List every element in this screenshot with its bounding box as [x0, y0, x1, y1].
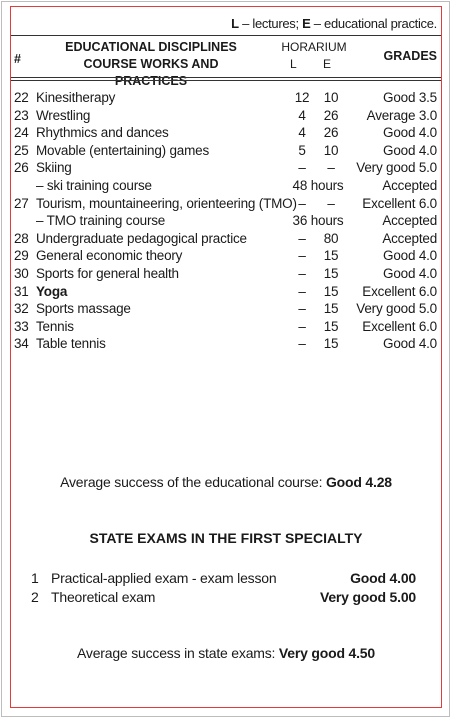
discipline-row: [14, 177, 437, 195]
state-exam-name: Practical-applied exam - exam lesson: [51, 570, 277, 586]
disciplines-list: [14, 89, 437, 353]
discipline-row: [14, 159, 437, 177]
discipline-name: Sports for general health: [36, 265, 179, 281]
row-grade: Excellent 6.0: [362, 283, 437, 299]
row-grade: Excellent 6.0: [362, 318, 437, 334]
legend-l-key: L: [231, 16, 239, 31]
discipline-row: [14, 265, 437, 283]
discipline-name: Movable (entertaining) games: [36, 142, 209, 158]
header-disciplines-line1: EDUCATIONAL DISCIPLINES: [65, 40, 237, 54]
row-practice: 80: [323, 230, 339, 246]
row-lectures: –: [298, 160, 306, 176]
row-number: 30: [14, 265, 29, 281]
row-practice: –: [327, 160, 335, 176]
row-lectures: –: [298, 283, 306, 299]
discipline-row: [14, 89, 437, 107]
row-grade: Accepted: [382, 213, 437, 229]
discipline-name: Wrestling: [36, 107, 91, 123]
header-horarium: [279, 39, 349, 73]
row-grade: Excellent 6.0: [362, 195, 437, 211]
row-grade: Good 4.0: [383, 336, 437, 352]
row-practice: 26: [323, 125, 339, 141]
row-number: 29: [14, 248, 29, 264]
header-bottom-rule-2: [11, 80, 441, 81]
row-grade: Good 4.0: [383, 265, 437, 281]
row-number: 28: [14, 230, 29, 246]
state-exams-title: STATE EXAMS IN THE FIRST SPECIALTY: [89, 530, 363, 546]
row-practice: 15: [323, 301, 339, 317]
header-bottom-rule: [11, 77, 441, 78]
row-lectures: 4: [298, 125, 306, 141]
row-practice: 26: [323, 107, 339, 123]
row-grade: Very good 5.0: [356, 160, 437, 176]
row-grade: Very good 5.0: [356, 301, 437, 317]
row-practice: 15: [323, 336, 339, 352]
header-top-rule: [11, 35, 441, 36]
row-number: 26: [14, 160, 29, 176]
discipline-row: [14, 283, 437, 301]
discipline-row: [14, 142, 437, 160]
discipline-row: [14, 300, 437, 318]
discipline-row: [14, 124, 437, 142]
row-hours: 36 hours: [292, 213, 344, 229]
row-lectures: –: [298, 318, 306, 334]
row-lectures: –: [298, 230, 306, 246]
header-l: L: [290, 57, 297, 71]
row-number: 32: [14, 301, 29, 317]
discipline-row: [14, 335, 437, 353]
discipline-name: Skiing: [36, 160, 72, 176]
row-number: 23: [14, 107, 29, 123]
discipline-name: Undergraduate pedagogical practice: [36, 230, 247, 246]
row-practice: 10: [323, 142, 339, 158]
discipline-row: [14, 247, 437, 265]
state-exam-grade: Very good 5.00: [319, 589, 416, 605]
header-disciplines-line2: COURSE WORKS AND PRACTICES: [83, 57, 219, 88]
row-number: 34: [14, 336, 29, 352]
discipline-name: Tennis: [36, 318, 74, 334]
row-number: 31: [14, 283, 29, 299]
document-frame: [10, 6, 442, 708]
discipline-name: Sports massage: [36, 301, 131, 317]
row-number: 24: [14, 125, 29, 141]
row-number: 27: [14, 195, 29, 211]
row-grade: Good 3.5: [383, 90, 437, 105]
row-grade: Good 4.0: [383, 125, 437, 141]
discipline-name: – ski training course: [36, 177, 152, 193]
discipline-row: [14, 107, 437, 125]
state-exam-grade: Good 4.00: [350, 570, 416, 586]
state-exam-num: 2: [31, 589, 39, 605]
row-practice: –: [327, 195, 335, 211]
row-practice: 15: [323, 265, 339, 281]
row-lectures: 5: [298, 142, 306, 158]
row-lectures: –: [298, 265, 306, 281]
row-practice: 10: [323, 90, 339, 105]
state-average-label: Average success in state exams:: [77, 645, 279, 661]
discipline-row: [14, 212, 437, 230]
state-exam-name: Theoretical exam: [51, 589, 156, 605]
state-exam-row: [31, 569, 416, 588]
legend-l-text: – lectures;: [238, 16, 303, 31]
row-lectures: –: [298, 248, 306, 264]
discipline-name: Table tennis: [36, 336, 106, 352]
discipline-row: [14, 230, 437, 248]
row-lectures: 12: [294, 90, 310, 105]
row-lectures: –: [298, 336, 306, 352]
legend-e-key: E: [302, 16, 311, 31]
discipline-name: Tourism, mountaineering, orienteering (TMO): [36, 195, 297, 211]
row-practice: 15: [323, 248, 339, 264]
row-grade: Average 3.0: [366, 107, 437, 123]
row-number: 25: [14, 142, 29, 158]
discipline-row: [14, 318, 437, 336]
legend: [11, 16, 437, 31]
course-average: [11, 474, 441, 490]
discipline-name: General economic theory: [36, 248, 183, 264]
course-average-value: Good 4.28: [325, 474, 392, 490]
state-average-value: Very good 4.50: [278, 645, 375, 661]
header-grades: GRADES: [383, 49, 437, 63]
header-num: #: [14, 52, 21, 66]
row-lectures: 4: [298, 107, 306, 123]
discipline-name: Kinesitherapy: [36, 90, 116, 105]
legend-e-text: – educational practice.: [310, 16, 437, 31]
state-exam-num: 1: [31, 570, 39, 586]
state-exam-row: [31, 588, 416, 607]
discipline-row: [14, 195, 437, 213]
discipline-name: Rhythmics and dances: [36, 125, 169, 141]
row-number: 33: [14, 318, 29, 334]
row-practice: 15: [323, 283, 339, 299]
state-exams-average: [11, 645, 441, 661]
row-grade: Good 4.0: [383, 142, 437, 158]
header-horarium-label: HORARIUM: [281, 40, 347, 54]
row-grade: Accepted: [382, 177, 437, 193]
row-grade: Accepted: [382, 230, 437, 246]
row-practice: 15: [323, 318, 339, 334]
row-lectures: –: [298, 301, 306, 317]
row-lectures: –: [298, 195, 306, 211]
discipline-name: Yoga: [36, 283, 68, 299]
header-disciplines: [46, 39, 256, 90]
row-grade: Good 4.0: [383, 248, 437, 264]
header-e: E: [323, 57, 332, 71]
course-average-label: Average success of the educational course:: [60, 474, 326, 490]
row-number: 22: [14, 90, 29, 105]
row-hours: 48 hours: [292, 177, 344, 193]
discipline-name: – TMO training course: [36, 213, 166, 229]
